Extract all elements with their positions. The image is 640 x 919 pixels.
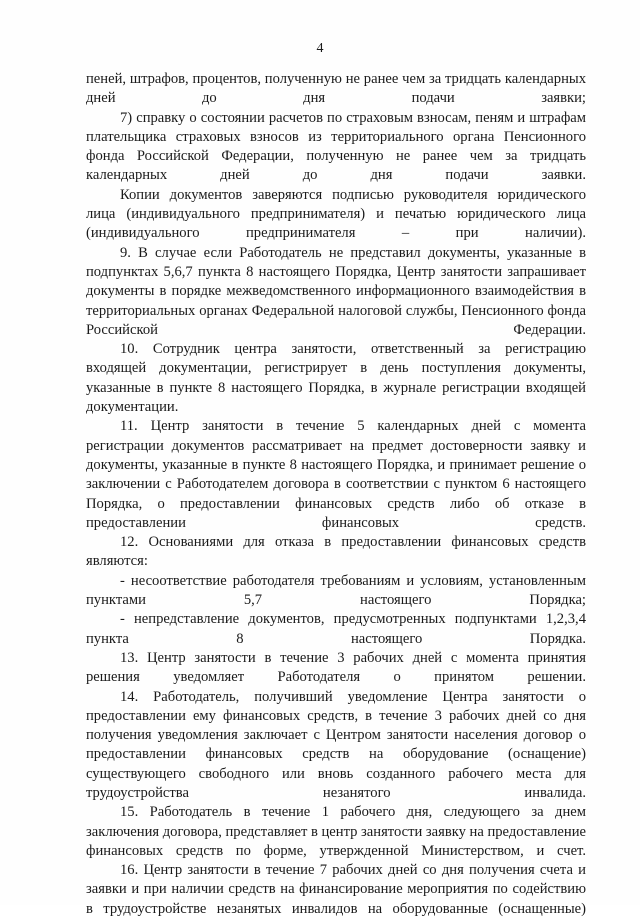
text-line: 14. Работодатель, получивший уведомление Центра занятости о — [120, 688, 586, 705]
paragraph — [86, 340, 586, 417]
text-line: 10. Сотрудник центра занятости, ответственный за регистрацию — [120, 341, 586, 358]
text-line: 11. Центр занятости в течение 5 календарных дней с момента — [120, 418, 586, 435]
text-line: дней до дня подачи заявки; — [86, 90, 586, 107]
text-line: календарных дней до дня подачи заявки. — [86, 167, 586, 184]
text-line: документации. — [86, 399, 179, 416]
text-line: финансовых средств по форме, утвержденной Министерством, и счет. — [86, 842, 586, 859]
text-line: 15. Работодатель в течение 1 рабочего дня, следующего за днем — [120, 804, 586, 821]
text-line: пунктами 5,7 настоящего Порядка; — [86, 592, 586, 609]
paragraph — [86, 649, 586, 688]
text-line: лица (индивидуального предпринимателя) и печатью юридического лица — [86, 206, 586, 223]
text-line: документы в порядке межведомственного информационного взаимодействия в — [86, 283, 586, 300]
text-line: в трудоустройстве незанятых инвалидов на оборудованные (оснащенные) — [86, 900, 586, 917]
paragraph — [86, 688, 586, 804]
text-line: 12. Основаниями для отказа в предоставлении финансовых средств — [120, 534, 586, 551]
text-line: получения уведомления заключает с Центром занятости населения договор о — [86, 727, 586, 744]
text-line: документы, указанные в пункте 8 настоящего Порядка, и принимает решение о — [86, 456, 586, 473]
paragraph — [86, 533, 586, 572]
text-line: Порядка, о предоставлении финансовых средств либо об отказе в — [86, 495, 586, 512]
text-line: - несоответствие работодателя требованиям и условиям, установленным — [120, 572, 586, 589]
paragraph — [86, 244, 586, 340]
text-line: 13. Центр занятости в течение 3 рабочих дней с момента принятия — [120, 649, 586, 666]
text-line: фонда Российской Федерации, полученную не ранее чем за тридцать — [86, 148, 586, 165]
text-line: указанные в пункте 8 настоящего Порядка, в журнале регистрации входящей — [86, 379, 586, 396]
paragraph — [86, 572, 586, 611]
text-line: пункта 8 настоящего Порядка. — [86, 630, 586, 647]
text-line: предоставлении финансовых средств на оборудование (оснащение) — [86, 746, 586, 763]
text-line: подпунктах 5,6,7 пункта 8 настоящего Порядка, Центр занятости запрашивает — [86, 263, 586, 280]
paragraph — [86, 610, 586, 649]
text-line: входящей документации, регистрирует в день поступления документы, — [86, 360, 586, 377]
paragraph — [86, 417, 586, 533]
text-line: предоставлении финансовых средств. — [86, 514, 586, 531]
text-line: решения уведомляет Работодателя о принятом решении. — [86, 669, 586, 686]
text-line: пеней, штрафов, процентов, полученную не ранее чем за тридцать календарных — [86, 71, 586, 87]
text-line: - непредставление документов, предусмотренных подпунктами 1,2,3,4 — [120, 611, 586, 628]
text-line: трудоустройства незанятого инвалида. — [86, 784, 586, 801]
text-line: регистрации документов рассматривает на предмет достоверности заявку и — [86, 437, 586, 454]
paragraph — [86, 861, 586, 919]
text-line: заключения договора, представляет в центр занятости заявку на предоставление — [86, 823, 586, 840]
page-number: 4 — [316, 41, 324, 56]
paragraph — [86, 803, 586, 861]
text-line: предоставлении ему финансовых средств, в течение 3 рабочих дней со дня — [86, 707, 586, 724]
text-line: являются: — [86, 553, 148, 570]
text-line: 9. В случае если Работодатель не представил документы, указанные в — [120, 244, 586, 261]
paragraph — [86, 70, 586, 109]
text-line: 16. Центр занятости в течение 7 рабочих дней со дня получения счета и — [120, 862, 586, 879]
text-line: заключении с Работодателем договора в соответствии с пунктом 6 настоящего — [86, 476, 586, 493]
text-line: территориальных органах Федеральной налоговой службы, Пенсионного фонда — [86, 302, 586, 319]
text-line: Российской Федерации. — [86, 321, 586, 338]
text-line: плательщика страховых взносов из территориального органа Пенсионного — [86, 128, 586, 145]
text-line: 7) справку о состоянии расчетов по страховым взносам, пеням и штрафам — [120, 109, 586, 126]
text-line: (индивидуального предпринимателя – при наличии). — [86, 225, 586, 242]
text-line: существующего свободного или вновь созданного рабочего места для — [86, 765, 586, 782]
document-body — [86, 70, 586, 919]
paragraph — [86, 186, 586, 244]
paragraph — [86, 109, 586, 186]
text-line: Копии документов заверяются подписью руководителя юридического — [120, 186, 586, 203]
text-line: заявки и при наличии средств на финансирование мероприятия по содействию — [86, 881, 586, 898]
